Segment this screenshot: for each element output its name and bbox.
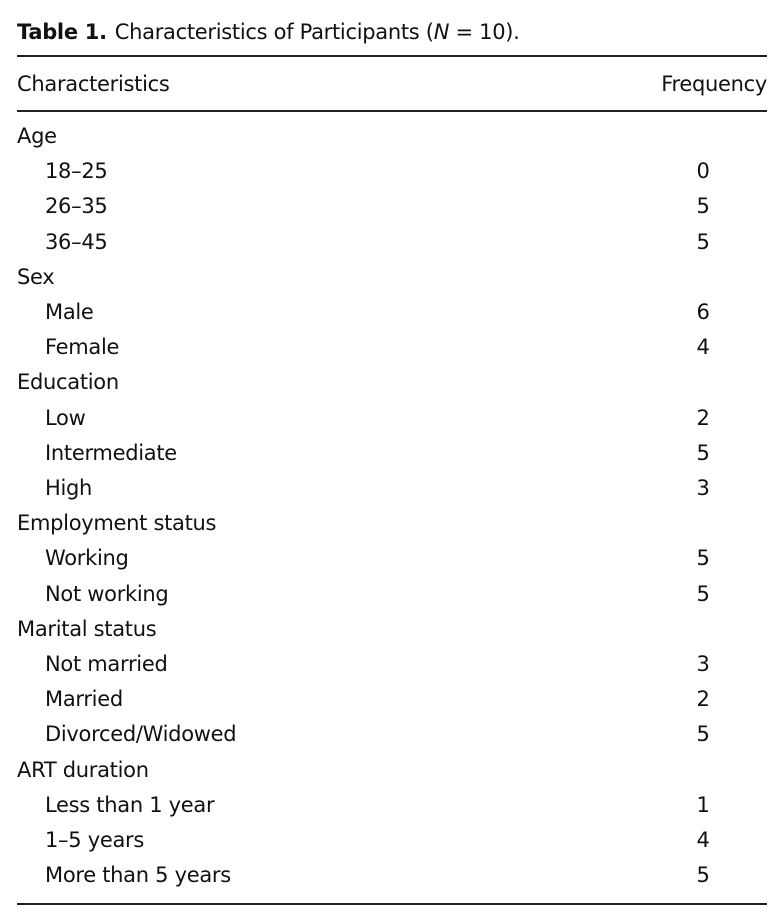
frequency-value: 0 [696, 159, 710, 184]
top-rule [17, 55, 767, 57]
header-frequency: Frequency [661, 72, 767, 96]
row-label: Less than 1 year [45, 792, 215, 817]
frequency-value: 2 [696, 687, 710, 712]
row-label: Intermediate [45, 440, 177, 465]
row-label: Low [45, 405, 86, 430]
frequency-value: 5 [696, 546, 710, 571]
caption-text: Characteristics of Participants ( [114, 20, 434, 44]
caption-n: N [433, 20, 450, 44]
row-label: 18–25 [45, 159, 108, 184]
table-row [17, 823, 767, 858]
row-label: ART duration [17, 757, 149, 782]
row-label: Female [45, 335, 120, 360]
frequency-value: 3 [696, 652, 710, 676]
row-label: Male [45, 300, 94, 324]
table-label: Table 1. [17, 20, 107, 44]
header-rule [17, 110, 767, 112]
table-group-row [17, 612, 767, 647]
frequency-value: 2 [696, 405, 710, 430]
bottom-rule [17, 903, 767, 905]
table-group-row [17, 119, 767, 154]
row-label: 26–35 [45, 194, 108, 219]
row-label: Not working [45, 581, 169, 606]
frequency-value: 5 [696, 863, 710, 888]
frequency-value: 1 [696, 792, 710, 817]
table-header [17, 67, 767, 102]
row-label: High [45, 476, 93, 500]
table-row [17, 788, 767, 823]
row-label: 1–5 years [45, 828, 144, 852]
table-caption [17, 20, 520, 44]
row-label: Age [17, 124, 57, 148]
table-row [17, 858, 767, 893]
frequency-value: 5 [696, 581, 710, 606]
table-row [17, 436, 767, 471]
table-row [17, 541, 767, 576]
row-label: 36–45 [45, 229, 108, 254]
frequency-value: 5 [696, 722, 710, 747]
row-label: Marital status [17, 616, 157, 641]
table-row [17, 577, 767, 612]
frequency-value: 4 [696, 335, 710, 360]
table-row [17, 471, 767, 506]
table-row [17, 401, 767, 436]
table-row [17, 682, 767, 717]
table-group-row [17, 365, 767, 400]
table-row [17, 717, 767, 752]
table-group-row [17, 753, 767, 788]
table-row [17, 189, 767, 224]
row-label: Employment status [17, 511, 217, 536]
caption-text-end: = 10). [449, 20, 520, 44]
frequency-value: 5 [696, 194, 710, 219]
frequency-value: 4 [696, 828, 710, 852]
frequency-value: 6 [696, 300, 710, 324]
table-row [17, 295, 767, 330]
row-label: Married [45, 687, 123, 712]
table-group-row [17, 506, 767, 541]
table-row [17, 647, 767, 682]
table-row [17, 225, 767, 260]
row-label: Education [17, 370, 119, 395]
table-row [17, 154, 767, 189]
frequency-value: 5 [696, 229, 710, 254]
row-label: Not married [45, 652, 168, 676]
table-row [17, 330, 767, 365]
header-characteristics: Characteristics [17, 72, 170, 96]
frequency-value: 3 [696, 476, 710, 500]
row-label: Divorced/Widowed [45, 722, 237, 747]
row-label: Sex [17, 264, 55, 289]
row-label: Working [45, 546, 129, 571]
row-label: More than 5 years [45, 863, 231, 888]
frequency-value: 5 [696, 440, 710, 465]
table-group-row [17, 260, 767, 295]
